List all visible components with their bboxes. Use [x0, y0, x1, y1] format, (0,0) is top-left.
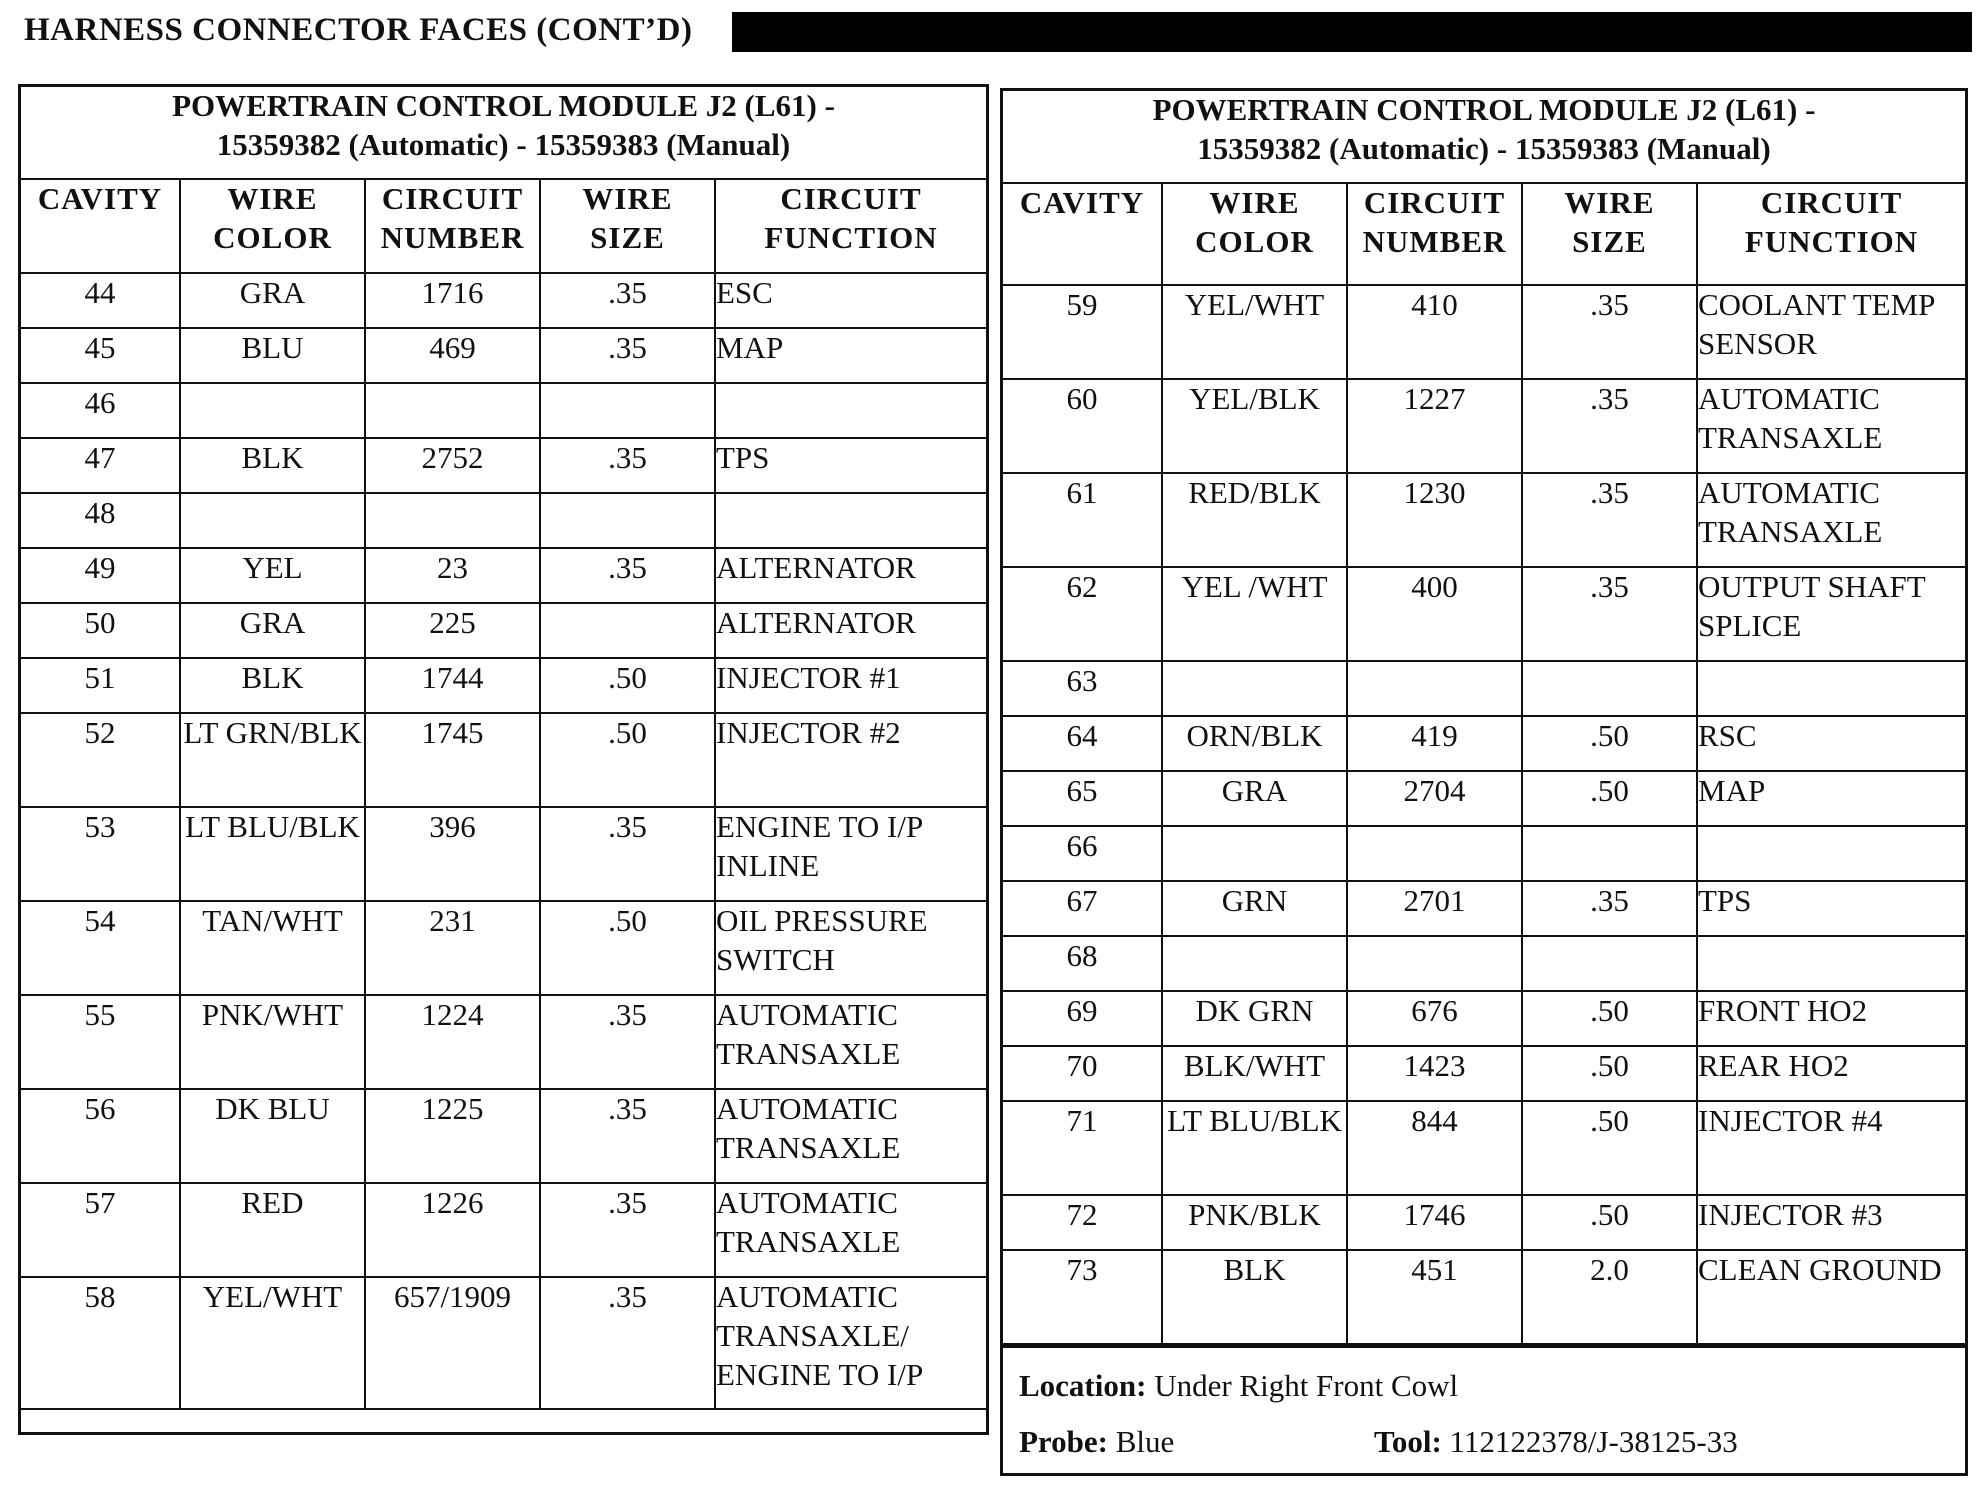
cell-wire-color: BLK/WHT [1162, 1046, 1347, 1101]
column-header-circuit-number: CIRCUIT NUMBER [365, 179, 540, 273]
column-header-wire-color: WIRE COLOR [1162, 183, 1347, 285]
location-label: Location: [1019, 1368, 1147, 1403]
column-header-cavity: CAVITY [21, 179, 180, 273]
cell-circuit-number: 2704 [1347, 771, 1522, 826]
cell-wire-color: PNK/BLK [1162, 1195, 1347, 1250]
cell-wire-color [1162, 826, 1347, 881]
table-row [1003, 1250, 1965, 1344]
cell-cavity: 73 [1003, 1250, 1162, 1344]
cell-wire-size: .50 [1522, 716, 1697, 771]
cell-wire-color: GRN [1162, 881, 1347, 936]
table-row [21, 1277, 986, 1409]
cell-wire-size: .35 [1522, 379, 1697, 473]
table-row [21, 273, 986, 328]
tool-value: 112122378/J-38125-33 [1449, 1424, 1738, 1459]
cell-circuit-number: 451 [1347, 1250, 1522, 1344]
cell-wire-color: RED [180, 1183, 365, 1277]
cell-circuit-number: 1230 [1347, 473, 1522, 567]
cell-cavity: 66 [1003, 826, 1162, 881]
cell-cavity: 57 [21, 1183, 180, 1277]
cell-wire-size: .35 [540, 438, 715, 493]
cell-wire-color: BLK [180, 438, 365, 493]
cell-wire-color: YEL/BLK [1162, 379, 1347, 473]
cell-circuit-function: TPS [715, 438, 986, 493]
cell-cavity: 53 [21, 807, 180, 901]
cell-wire-size: .35 [540, 273, 715, 328]
cell-cavity: 65 [1003, 771, 1162, 826]
cell-wire-size: .35 [1522, 285, 1697, 379]
cell-circuit-number: 2701 [1347, 881, 1522, 936]
cell-circuit-number: 410 [1347, 285, 1522, 379]
cell-wire-size [540, 383, 715, 438]
page-title: HARNESS CONNECTOR FACES (CONT’D) [24, 12, 693, 48]
cell-cavity: 69 [1003, 991, 1162, 1046]
cell-cavity: 51 [21, 658, 180, 713]
table-row [1003, 716, 1965, 771]
table-row [21, 603, 986, 658]
cell-circuit-number: 657/1909 [365, 1277, 540, 1409]
cell-cavity: 60 [1003, 379, 1162, 473]
cell-cavity: 59 [1003, 285, 1162, 379]
table-row [1003, 1101, 1965, 1195]
column-header-cavity: CAVITY [1003, 183, 1162, 285]
cell-wire-size: .50 [1522, 1101, 1697, 1195]
connector-table-left [18, 84, 989, 1435]
cell-circuit-function: AUTOMATIC TRANSAXLE/ ENGINE TO I/P [715, 1277, 986, 1409]
table-row [1003, 936, 1965, 991]
cell-cavity: 50 [21, 603, 180, 658]
cell-circuit-function: ESC [715, 273, 986, 328]
cell-circuit-number: 1224 [365, 995, 540, 1089]
cell-wire-color: GRA [180, 273, 365, 328]
cell-wire-color: TAN/WHT [180, 901, 365, 995]
column-header-wire-size: WIRE SIZE [540, 179, 715, 273]
cell-circuit-number: 396 [365, 807, 540, 901]
cell-circuit-function [1697, 661, 1965, 716]
column-header-circuit-number: CIRCUIT NUMBER [1347, 183, 1522, 285]
cell-wire-size: .35 [1522, 473, 1697, 567]
cell-wire-size [1522, 826, 1697, 881]
cell-circuit-number: 469 [365, 328, 540, 383]
cell-circuit-function: MAP [715, 328, 986, 383]
cell-cavity: 63 [1003, 661, 1162, 716]
pinout-table [21, 87, 986, 1410]
column-header-wire-color: WIRE COLOR [180, 179, 365, 273]
cell-circuit-number: 1716 [365, 273, 540, 328]
cell-cavity: 62 [1003, 567, 1162, 661]
cell-circuit-function: MAP [1697, 771, 1965, 826]
cell-wire-size [540, 603, 715, 658]
cell-wire-color [180, 383, 365, 438]
tool-info [1374, 1414, 1738, 1470]
table-row [21, 438, 986, 493]
column-header-circuit-function: CIRCUIT FUNCTION [715, 179, 986, 273]
table-row [21, 1183, 986, 1277]
cell-circuit-function: CLEAN GROUND [1697, 1250, 1965, 1344]
cell-circuit-function: OIL PRESSURE SWITCH [715, 901, 986, 995]
cell-cavity: 70 [1003, 1046, 1162, 1101]
cell-circuit-function: INJECTOR #1 [715, 658, 986, 713]
cell-circuit-number [365, 383, 540, 438]
location-value: Under Right Front Cowl [1154, 1368, 1459, 1403]
cell-wire-color: YEL [180, 548, 365, 603]
cell-wire-color: GRA [1162, 771, 1347, 826]
table-row [21, 807, 986, 901]
cell-circuit-function: COOLANT TEMP SENSOR [1697, 285, 1965, 379]
cell-circuit-number: 23 [365, 548, 540, 603]
table-row [21, 328, 986, 383]
cell-cavity: 71 [1003, 1101, 1162, 1195]
cell-wire-color: BLK [180, 658, 365, 713]
cell-circuit-function: AUTOMATIC TRANSAXLE [715, 1183, 986, 1277]
cell-circuit-number [1347, 826, 1522, 881]
page-header [24, 8, 1972, 56]
cell-cavity: 47 [21, 438, 180, 493]
table-row [1003, 661, 1965, 716]
cell-circuit-function: INJECTOR #4 [1697, 1101, 1965, 1195]
cell-circuit-number: 225 [365, 603, 540, 658]
table-row [21, 1089, 986, 1183]
cell-wire-color: LT BLU/BLK [180, 807, 365, 901]
cell-circuit-number: 1227 [1347, 379, 1522, 473]
table-row [1003, 379, 1965, 473]
cell-circuit-function [1697, 936, 1965, 991]
cell-circuit-function: INJECTOR #2 [715, 713, 986, 807]
cell-wire-size: .35 [540, 328, 715, 383]
cell-circuit-function [715, 383, 986, 438]
cell-circuit-number: 1226 [365, 1183, 540, 1277]
cell-wire-size [1522, 936, 1697, 991]
cell-circuit-function: TPS [1697, 881, 1965, 936]
table-row [21, 493, 986, 548]
location-line [1019, 1358, 1965, 1414]
pinout-table [1003, 91, 1965, 1345]
cell-circuit-number: 419 [1347, 716, 1522, 771]
cell-circuit-number [365, 493, 540, 548]
table-row [21, 383, 986, 438]
cell-wire-size: .50 [540, 713, 715, 807]
cell-circuit-function [715, 493, 986, 548]
table-row [1003, 771, 1965, 826]
cell-wire-size: .35 [540, 1089, 715, 1183]
cell-wire-size: .35 [1522, 881, 1697, 936]
cell-cavity: 67 [1003, 881, 1162, 936]
probe-value: Blue [1115, 1424, 1175, 1459]
cell-wire-size: .35 [540, 1183, 715, 1277]
cell-wire-color: PNK/WHT [180, 995, 365, 1089]
cell-cavity: 61 [1003, 473, 1162, 567]
cell-circuit-number: 1744 [365, 658, 540, 713]
cell-cavity: 44 [21, 273, 180, 328]
cell-circuit-number: 676 [1347, 991, 1522, 1046]
cell-wire-size: .35 [540, 995, 715, 1089]
cell-circuit-function: REAR HO2 [1697, 1046, 1965, 1101]
cell-circuit-number [1347, 936, 1522, 991]
cell-wire-size [1522, 661, 1697, 716]
cell-wire-size: .35 [540, 807, 715, 901]
cell-circuit-number: 1746 [1347, 1195, 1522, 1250]
cell-wire-color: RED/BLK [1162, 473, 1347, 567]
cell-circuit-number [1347, 661, 1522, 716]
cell-cavity: 46 [21, 383, 180, 438]
cell-circuit-function [1697, 826, 1965, 881]
cell-wire-size: .50 [1522, 1195, 1697, 1250]
cell-wire-color [1162, 936, 1347, 991]
cell-circuit-function: AUTOMATIC TRANSAXLE [1697, 473, 1965, 567]
cell-wire-size [540, 493, 715, 548]
table-row [21, 713, 986, 807]
column-header-wire-size: WIRE SIZE [1522, 183, 1697, 285]
cell-cavity: 54 [21, 901, 180, 995]
cell-circuit-number: 1745 [365, 713, 540, 807]
tool-label: Tool: [1374, 1424, 1442, 1459]
cell-wire-color: DK BLU [180, 1089, 365, 1183]
column-header-circuit-function: CIRCUIT FUNCTION [1697, 183, 1965, 285]
cell-circuit-number: 844 [1347, 1101, 1522, 1195]
cell-cavity: 68 [1003, 936, 1162, 991]
cell-circuit-function: RSC [1697, 716, 1965, 771]
connector-table-right [1000, 88, 1968, 1476]
table-row [21, 901, 986, 995]
cell-wire-size: .35 [1522, 567, 1697, 661]
cell-circuit-number: 231 [365, 901, 540, 995]
cell-wire-size: 2.0 [1522, 1250, 1697, 1344]
cell-circuit-function: ALTERNATOR [715, 548, 986, 603]
header-rule-bar [732, 12, 1972, 52]
table-row [1003, 991, 1965, 1046]
cell-circuit-function: FRONT HO2 [1697, 991, 1965, 1046]
probe-tool-line [1019, 1414, 1965, 1470]
table-row [1003, 826, 1965, 881]
table-row [21, 658, 986, 713]
cell-circuit-function: INJECTOR #3 [1697, 1195, 1965, 1250]
cell-wire-color: BLU [180, 328, 365, 383]
cell-cavity: 56 [21, 1089, 180, 1183]
cell-circuit-number: 1423 [1347, 1046, 1522, 1101]
table-title: POWERTRAIN CONTROL MODULE J2 (L61) - 15359382 (Automatic) - 15359383 (Manual) [21, 87, 986, 179]
cell-circuit-number: 2752 [365, 438, 540, 493]
cell-cavity: 72 [1003, 1195, 1162, 1250]
cell-wire-color: YEL /WHT [1162, 567, 1347, 661]
cell-wire-size: .35 [540, 548, 715, 603]
cell-circuit-number: 1225 [365, 1089, 540, 1183]
cell-circuit-function: OUTPUT SHAFT SPLICE [1697, 567, 1965, 661]
table-row [1003, 285, 1965, 379]
cell-wire-color [1162, 661, 1347, 716]
cell-wire-size: .35 [540, 1277, 715, 1409]
cell-wire-size: .50 [540, 901, 715, 995]
table-row [1003, 1195, 1965, 1250]
cell-cavity: 58 [21, 1277, 180, 1409]
table-row [1003, 567, 1965, 661]
cell-cavity: 55 [21, 995, 180, 1089]
cell-wire-size: .50 [1522, 771, 1697, 826]
cell-wire-size: .50 [540, 658, 715, 713]
table-row [1003, 1046, 1965, 1101]
cell-circuit-function: AUTOMATIC TRANSAXLE [715, 1089, 986, 1183]
connector-info-footer [1003, 1345, 1965, 1470]
cell-wire-color [180, 493, 365, 548]
cell-wire-color: BLK [1162, 1250, 1347, 1344]
cell-circuit-function: AUTOMATIC TRANSAXLE [715, 995, 986, 1089]
cell-wire-color: DK GRN [1162, 991, 1347, 1046]
table-row [21, 548, 986, 603]
table-row [1003, 881, 1965, 936]
probe-label: Probe: [1019, 1424, 1108, 1459]
cell-cavity: 48 [21, 493, 180, 548]
cell-wire-color: LT BLU/BLK [1162, 1101, 1347, 1195]
cell-wire-color: LT GRN/BLK [180, 713, 365, 807]
cell-circuit-function: ENGINE TO I/P INLINE [715, 807, 986, 901]
cell-circuit-function: AUTOMATIC TRANSAXLE [1697, 379, 1965, 473]
cell-wire-color: YEL/WHT [1162, 285, 1347, 379]
cell-wire-color: YEL/WHT [180, 1277, 365, 1409]
cell-wire-size: .50 [1522, 1046, 1697, 1101]
cell-cavity: 45 [21, 328, 180, 383]
cell-circuit-function: ALTERNATOR [715, 603, 986, 658]
table-row [21, 995, 986, 1089]
table-title: POWERTRAIN CONTROL MODULE J2 (L61) - 15359382 (Automatic) - 15359383 (Manual) [1003, 91, 1965, 183]
cell-wire-color: ORN/BLK [1162, 716, 1347, 771]
cell-cavity: 52 [21, 713, 180, 807]
cell-circuit-number: 400 [1347, 567, 1522, 661]
table-row [1003, 473, 1965, 567]
cell-wire-size: .50 [1522, 991, 1697, 1046]
cell-wire-color: GRA [180, 603, 365, 658]
cell-cavity: 49 [21, 548, 180, 603]
cell-cavity: 64 [1003, 716, 1162, 771]
